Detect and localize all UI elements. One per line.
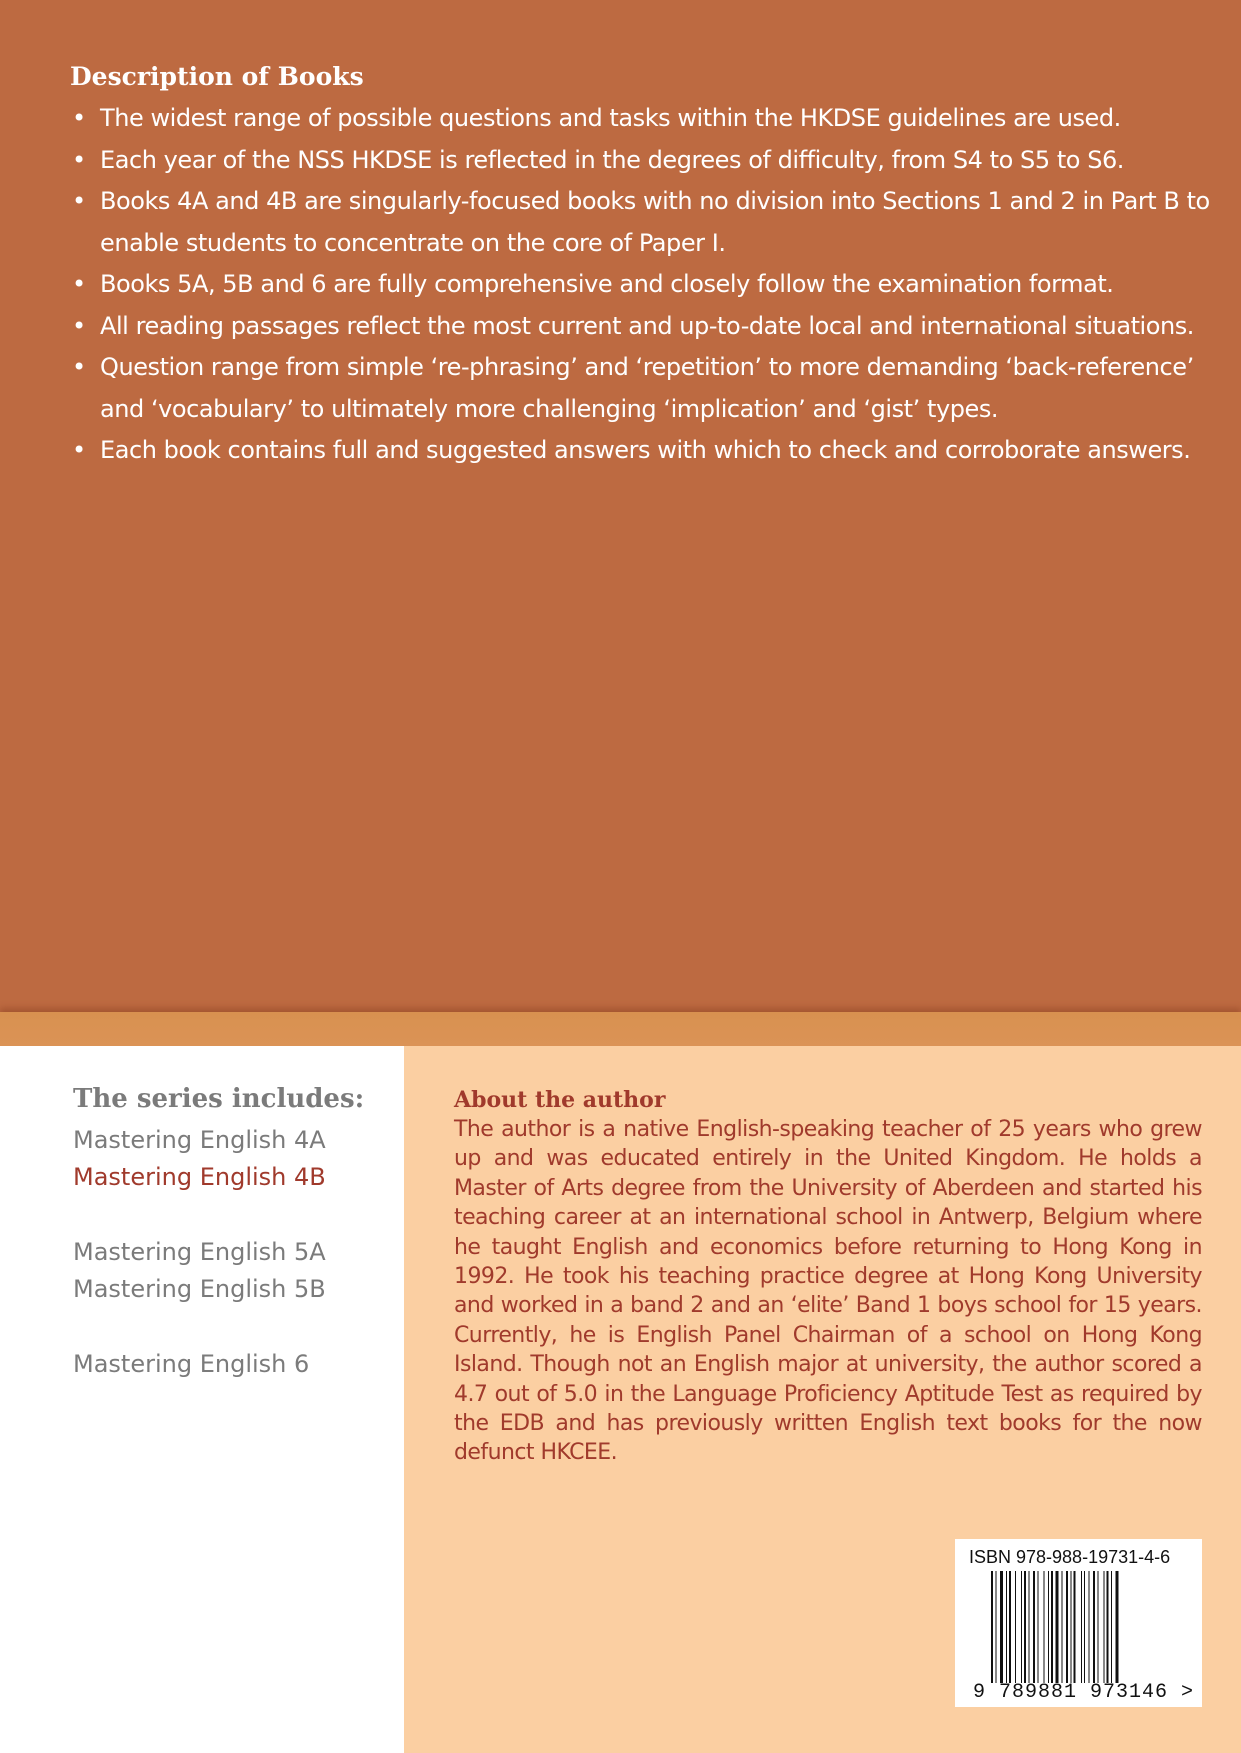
author-title: About the author xyxy=(454,1087,666,1113)
barcode-bar xyxy=(996,1571,997,1683)
isbn-label: ISBN 978-988-19731-4-6 xyxy=(969,1547,1171,1567)
barcode-bar xyxy=(1093,1571,1095,1683)
series-item-5a: Mastering English 5A xyxy=(73,1238,326,1266)
barcode-bar xyxy=(1015,1571,1016,1683)
barcode-bar xyxy=(1111,1571,1112,1683)
description-bullet: • Question range from simple ‘re-phrasing’ and ‘repetition’ to more demanding ‘back-reference’ and ‘vocabulary’ to ultimately more challenging ‘implication’ and ‘gist’ types. xyxy=(70,347,1210,430)
series-item-5b: Mastering English 5B xyxy=(73,1275,326,1303)
description-list xyxy=(70,98,1210,472)
description-bullet: • Each year of the NSS HKDSE is reflected in the degrees of difficulty, from S4 to S5 to S6. xyxy=(70,140,1210,182)
barcode-bar xyxy=(1021,1571,1022,1683)
barcode-bar xyxy=(991,1571,993,1683)
description-bullet: • The widest range of possible questions and tasks within the HKDSE guidelines are used. xyxy=(70,98,1210,140)
barcode-bar xyxy=(1089,1571,1090,1683)
barcode-bar xyxy=(1024,1571,1026,1683)
barcode-bar xyxy=(1048,1571,1049,1683)
series-item-4a: Mastering English 4A xyxy=(73,1126,326,1154)
barcode-bar xyxy=(1038,1571,1039,1683)
barcode xyxy=(955,1539,1202,1707)
barcode-bar xyxy=(1029,1571,1030,1683)
description-bullet: • Books 4A and 4B are singularly-focused books with no division into Sections 1 and 2 in Part B to enable students to concentrate on the core of Paper I. xyxy=(70,181,1210,264)
barcode-bar xyxy=(1044,1571,1045,1683)
series-item-4b: Mastering English 4B xyxy=(73,1163,326,1191)
barcode-bar xyxy=(1074,1571,1076,1683)
barcode-bar xyxy=(1051,1571,1053,1683)
barcode-bar xyxy=(1066,1571,1068,1683)
barcode-bar xyxy=(1071,1571,1072,1683)
barcode-bar xyxy=(1104,1571,1105,1683)
author-bio: The author is a native English-speaking teacher of 25 years who grew up and was educated entirely in the United Kingdom. He holds a Master of Arts degree from the University of Aberdeen and started his teaching career at an international school in Antwerp, Belgium where he taught English and economics before returning to Hong Kong in 1992. He took his teaching practice degree at Hong Kong University and worked in a band 2 and an ‘elite’ Band 1 boys school for 15 years. Currently, he is English Panel Chairman of a school on Hong Kong Island. Though not an English major at university, the author scored a 4.7 out of 5.0 in the Language Proficiency Aptitude Test as required by the EDB and has previously written English text books for the now defunct HKCEE. xyxy=(454,1117,1202,1466)
barcode-bar xyxy=(1098,1571,1099,1683)
description-title: Description of Books xyxy=(70,62,364,91)
barcode-bar xyxy=(1107,1571,1109,1683)
barcode-bar xyxy=(1081,1571,1082,1683)
barcode-bar xyxy=(1033,1571,1035,1683)
barcode-bar xyxy=(1116,1571,1119,1683)
barcode-bar xyxy=(1000,1571,1003,1683)
barcode-bar xyxy=(1084,1571,1085,1683)
barcode-bar xyxy=(1062,1571,1063,1683)
description-bullet: • Books 5A, 5B and 6 are fully comprehensive and closely follow the examination format. xyxy=(70,264,1210,306)
barcode-bars xyxy=(991,1571,1159,1683)
barcode-bar xyxy=(1009,1571,1011,1683)
divider-stripe xyxy=(0,1012,1241,1046)
description-bullet: • All reading passages reflect the most current and up-to-date local and international situations. xyxy=(70,306,1210,348)
series-title: The series includes: xyxy=(73,1084,365,1114)
barcode-bar xyxy=(1006,1571,1007,1683)
series-item-6: Mastering English 6 xyxy=(73,1350,310,1378)
barcode-bar xyxy=(1056,1571,1059,1683)
description-bullet: • Each book contains full and suggested answers with which to check and corroborate answers. xyxy=(70,430,1210,472)
barcode-digits: 9 789881 973146 > xyxy=(973,1681,1195,1704)
